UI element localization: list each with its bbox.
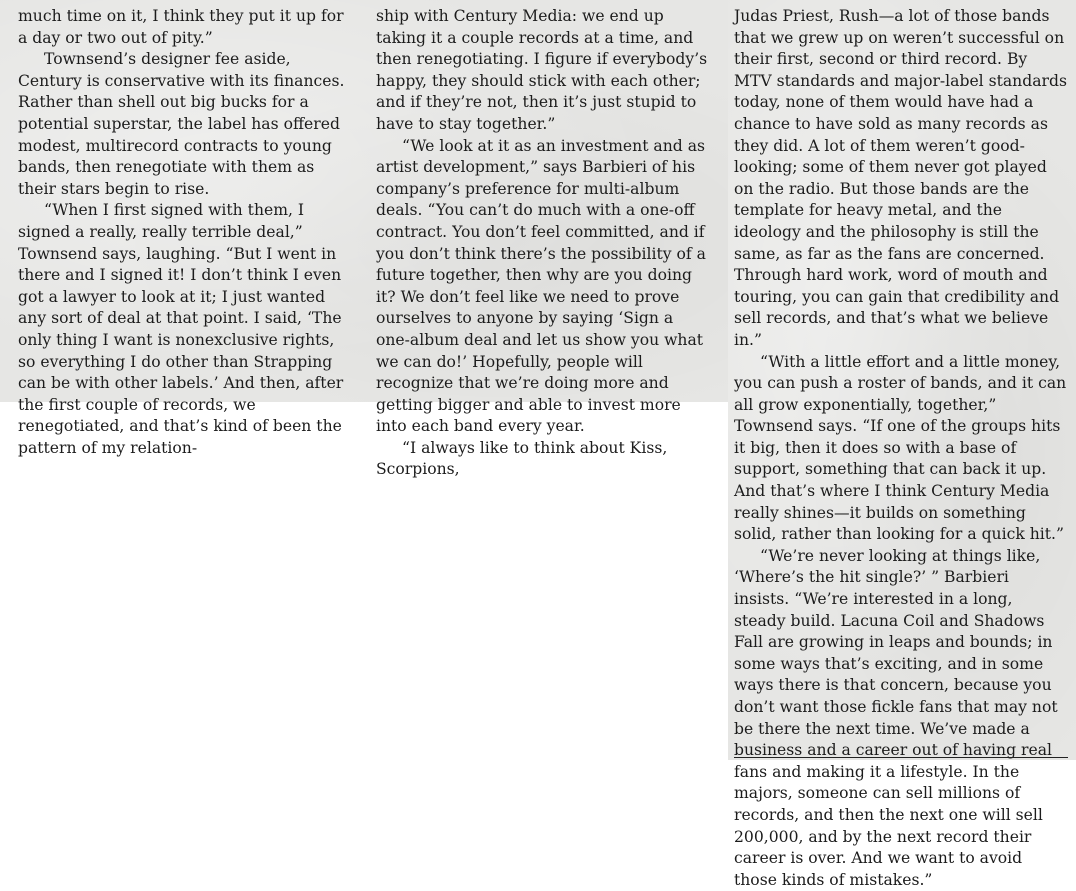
article-column-2 xyxy=(376,6,712,481)
end-of-article-rule xyxy=(734,757,1068,758)
paragraph: much time on it, I think they put it up for a day or two out of pity.” xyxy=(18,7,344,47)
article-column-1 xyxy=(18,6,348,459)
paragraph: Townsend’s designer fee aside, Century is conservative with its finances. Rather than shell out big bucks for a potential superstar, the label has offered modest, multirecord contracts to young bands, then renegotiate with them as their stars begin to rise. xyxy=(18,50,345,198)
paragraph: “We’re never looking at things like, ‘Where’s the hit single?’ ” Barbieri insists. “We’re interested in a long, steady build. Lacuna Coil and Shadows Fall are growing in leaps and bounds; in some ways that’s exciting, and in some ways there is that concern, because you don’t want those fickle fans that may not be there the next time. We’ve made a business and a career out of having real fans and making it a lifestyle. In the majors, someone can sell millions of records, and then the next one will sell 200,000, and by the next record their career is over. And we want to avoid those kinds of mistakes.” xyxy=(734,546,1058,889)
article-column-3 xyxy=(734,6,1068,891)
paragraph: “We look at it as an investment and as artist development,” says Barbieri of his company’s preference for multi-album deals. “You can’t do much with a one-off contract. You don’t feel committed, and if you don’t think there’s the possibility of a future together, then why are you doing it? We don’t feel like we need to prove ourselves to anyone by saying ‘Sign a one-album deal and let us show you what we can do!’ Hopefully, people will recognize that we’re doing more and getting bigger and able to invest more into each band every year. xyxy=(376,136,706,436)
paragraph: “When I first signed with them, I signed a really, really terrible deal,” Townsend says, laughing. “But I went in there and I signed it! I don’t think I even got a lawyer to look at it; I just wanted any sort of deal at that point. I said, ‘The only thing I want is nonexclusive rights, so everything I do other than Strapping can be with other labels.’ And then, after the first couple of records, we renegotiated, and that’s kind of been the pattern of my relation- xyxy=(18,201,344,457)
paragraph: “With a little effort and a little money, you can push a roster of bands, and it can all grow exponentially, together,” Townsend says. “If one of the groups hits it big, then it does so with a base of support, something that can back it up. And that’s where I think Century Media really shines—it builds on something solid, rather than looking for a quick hit.” xyxy=(734,352,1067,544)
paragraph: ship with Century Media: we end up taking it a couple records at a time, and then renegotiating. I figure if everybody’s happy, they should stick with each other; and if they’re not, then it’s just stupid to have to stay together.” xyxy=(376,7,708,133)
paragraph: “I always like to think about Kiss, Scorpions, xyxy=(376,438,668,479)
paragraph: Judas Priest, Rush—a lot of those bands that we grew up on weren’t successful on their first, second or third record. By MTV standards and major-label standards today, none of them would have had a chance to have sold as many records as they did. A lot of them weren’t good-looking; some of them never got played on the radio. But those bands are the template for heavy metal, and the ideology and the philosophy is still the same, as far as the fans are concerned. Through hard work, word of mouth and touring, you can gain that credibility and sell records, and that’s what we believe in.” xyxy=(734,7,1067,349)
